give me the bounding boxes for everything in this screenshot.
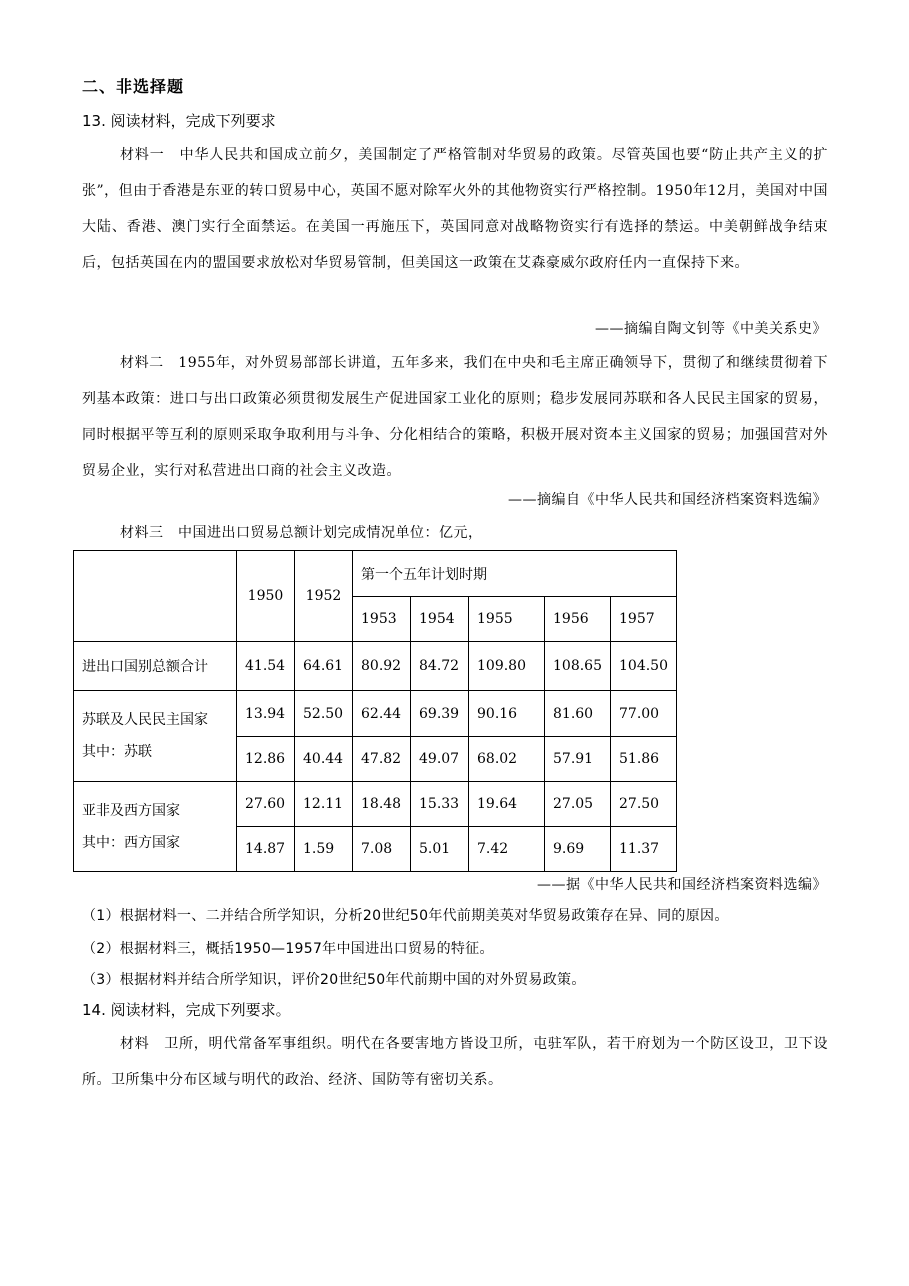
table-cell: 18.48 — [353, 782, 411, 827]
row-label-afro-asian-west: 亚非及西方国家 — [82, 802, 180, 819]
table-cell: 52.50 — [295, 691, 353, 737]
section-title: 二、非选择题 — [82, 77, 185, 96]
table-cell: 104.50 — [611, 642, 677, 691]
table-cell: 14.87 — [237, 827, 295, 872]
material-3-caption: 材料三 中国进出口贸易总额计划完成情况单位：亿元， — [120, 525, 483, 541]
material-2-source: ——摘编自《中华人民共和国经济档案资料选编》 — [508, 492, 827, 508]
table-cell: 5.01 — [411, 827, 469, 872]
table-cell: 19.64 — [469, 782, 545, 827]
sub-question-3: （3）根据材料并结合所学知识，评价20世纪50年代前期中国的对外贸易政策。 — [82, 972, 586, 988]
header-year: 1953 — [353, 597, 411, 642]
table-cell: 12.86 — [237, 737, 295, 782]
table-cell: 41.54 — [237, 642, 295, 691]
table-cell: 108.65 — [545, 642, 611, 691]
table-cell: 69.39 — [411, 691, 469, 737]
table-cell: 68.02 — [469, 737, 545, 782]
row-label-west-group — [74, 782, 237, 872]
table-cell: 1.59 — [295, 827, 353, 872]
material-3-source: ——据《中华人民共和国经济档案资料选编》 — [537, 877, 827, 893]
header-year: 1957 — [611, 597, 677, 642]
table-cell: 80.92 — [353, 642, 411, 691]
sub-question-2: （2）根据材料三，概括1950—1957年中国进出口贸易的特征。 — [82, 941, 494, 957]
table-cell: 47.82 — [353, 737, 411, 782]
table-cell: 11.37 — [611, 827, 677, 872]
header-year: 1954 — [411, 597, 469, 642]
row-label-soviet-bloc: 苏联及人民民主国家 — [82, 712, 208, 728]
row-label-soviet-group — [74, 691, 237, 782]
sub-question-1: （1）根据材料一、二并结合所学知识，分析20世纪50年代前期美英对华贸易政策存在异、同的原因。 — [82, 908, 729, 924]
table-cell: 49.07 — [411, 737, 469, 782]
material-1-source: ——摘编自陶文钊等《中美关系史》 — [595, 321, 827, 337]
table-cell: 109.80 — [469, 642, 545, 691]
table-cell: 77.00 — [611, 691, 677, 737]
header-year: 1955 — [469, 597, 545, 642]
table-header-row — [74, 551, 677, 597]
table-cell: 90.16 — [469, 691, 545, 737]
table-cell: 40.44 — [295, 737, 353, 782]
header-year-1950: 1950 — [237, 551, 295, 642]
material-2-text: 材料二 1955年，对外贸易部部长讲道，五年多来，我们在中央和毛主席正确领导下，贯彻了和继续贯彻着下列基本政策：进口与出口政策必须贯彻发展生产促进国家工业化的原则；稳步发展同苏联和各人民民主国家的贸易，同时根据平等互利的原则采取争取利用与斗争、分化相结合的策略，积极开展对资本主义国家的贸易；加强国营对外贸易企业，实行对私营进出口商的社会主义改造。 — [82, 355, 828, 479]
header-blank-cell — [74, 551, 237, 642]
table-cell: 12.11 — [295, 782, 353, 827]
trade-table — [73, 550, 677, 872]
table-cell: 64.61 — [295, 642, 353, 691]
row-label-west: 其中：西方国家 — [82, 834, 180, 851]
table-cell: 51.86 — [611, 737, 677, 782]
table-cell: 9.69 — [545, 827, 611, 872]
table-cell: 7.08 — [353, 827, 411, 872]
material-1-text: 材料一 中华人民共和国成立前夕，美国制定了严格管制对华贸易的政策。尽管英国也要“防止共产主义的扩张”，但由于香港是东亚的转口贸易中心，英国不愿对除军火外的其他物资实行严格控制。1950年12月，美国对中国大陆、香港、澳门实行全面禁运。在美国一再施压下，英国同意对战略物资实行有选择的禁运。中美朝鲜战争结束后，包括英国在内的盟国要求放松对华贸易管制，但美国这一政策在艾森豪威尔政府任内一直保持下来。 — [82, 147, 828, 271]
table-cell: 13.94 — [237, 691, 295, 737]
row-label-soviet: 其中：苏联 — [82, 744, 152, 760]
question-13-stem: 13. 阅读材料，完成下列要求 — [82, 112, 276, 130]
table-cell: 15.33 — [411, 782, 469, 827]
question-14-material: 材料 卫所，明代常备军事组织。明代在各要害地方皆设卫所，屯驻军队，若干府划为一个防区设卫，卫下设所。卫所集中分布区域与明代的政治、经济、国防等有密切关系。 — [82, 1036, 828, 1088]
table-cell: 7.42 — [469, 827, 545, 872]
table-cell: 62.44 — [353, 691, 411, 737]
table-row — [74, 642, 677, 691]
table-cell: 27.50 — [611, 782, 677, 827]
table-cell: 81.60 — [545, 691, 611, 737]
header-five-year-plan: 第一个五年计划时期 — [353, 551, 677, 597]
table-cell: 84.72 — [411, 642, 469, 691]
header-year: 1956 — [545, 597, 611, 642]
table-row — [74, 691, 677, 737]
table-cell: 27.60 — [237, 782, 295, 827]
row-label-total: 进出口国别总额合计 — [74, 642, 237, 691]
question-14-stem: 14. 阅读材料，完成下列要求。 — [82, 1001, 291, 1019]
header-year-1952: 1952 — [295, 551, 353, 642]
table-cell: 57.91 — [545, 737, 611, 782]
table-cell: 27.05 — [545, 782, 611, 827]
table-row — [74, 782, 677, 827]
